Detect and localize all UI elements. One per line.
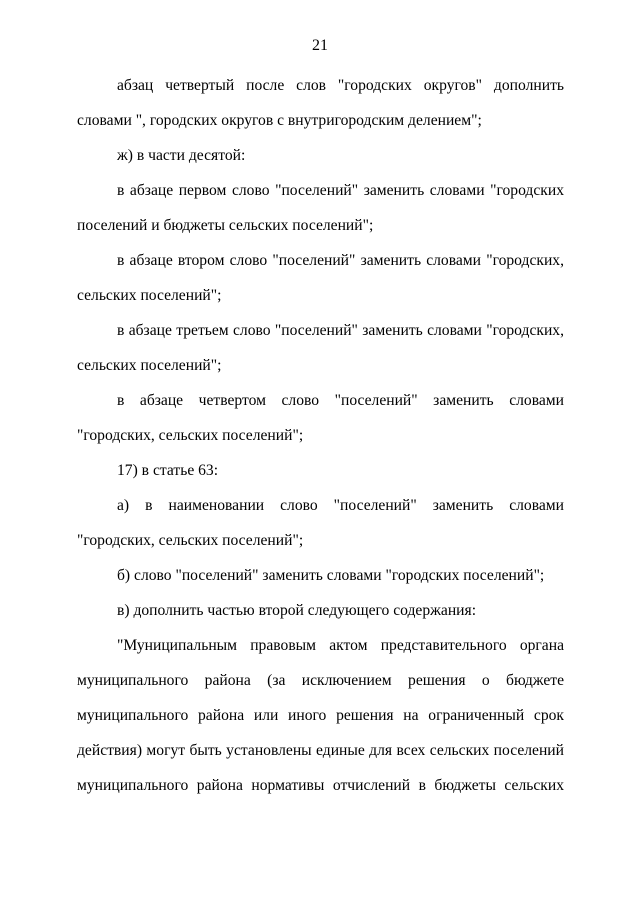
paragraph-zh-chast-desyatoj: ж) в части десятой: — [117, 147, 246, 164]
paragraph-abzac-tretij: в абзаце третьем слово "поселений" заменить словами "городских, сельских поселений"; — [77, 322, 564, 374]
paragraph-statya-63: 17) в статье 63: — [117, 462, 219, 479]
paragraph-v-dopolnit: в) дополнить частью второй следующего содержания: — [117, 602, 477, 619]
paragraph-a-naimenovanie: а) в наименовании слово "поселений" заменить словами "городских, сельских поселений"; — [77, 497, 564, 549]
document-body — [77, 68, 564, 803]
page-number: 21 — [312, 37, 328, 54]
paragraph-abzac-pervyj: в абзаце первом слово "поселений" заменить словами "городских поселений и бюджеты сельских поселений"; — [77, 182, 564, 234]
paragraph-abzac-chetvertyj-2: в абзаце четвертом слово "поселений" заменить словами "городских, сельских поселений"; — [77, 392, 564, 444]
paragraph-quote-municipal: "Муниципальным правовым актом представительного органа муниципального района (за исключением решения о бюджете муниципального района или иного решения на ограниченный срок действия) могут быть установлены единые для всех сельских поселений муниципального района нормативы отчислений в бюджеты сельских — [77, 637, 564, 794]
paragraph-abzac-vtoroj: в абзаце втором слово "поселений" заменить словами "городских, сельских поселений"; — [77, 252, 564, 304]
paragraph-b-slovo: б) слово "поселений" заменить словами "городских поселений"; — [117, 567, 545, 584]
paragraph-abzac-chetvertyj: абзац четвертый после слов "городских округов" дополнить словами ", городских округов с внутригородским делением"; — [77, 77, 564, 129]
